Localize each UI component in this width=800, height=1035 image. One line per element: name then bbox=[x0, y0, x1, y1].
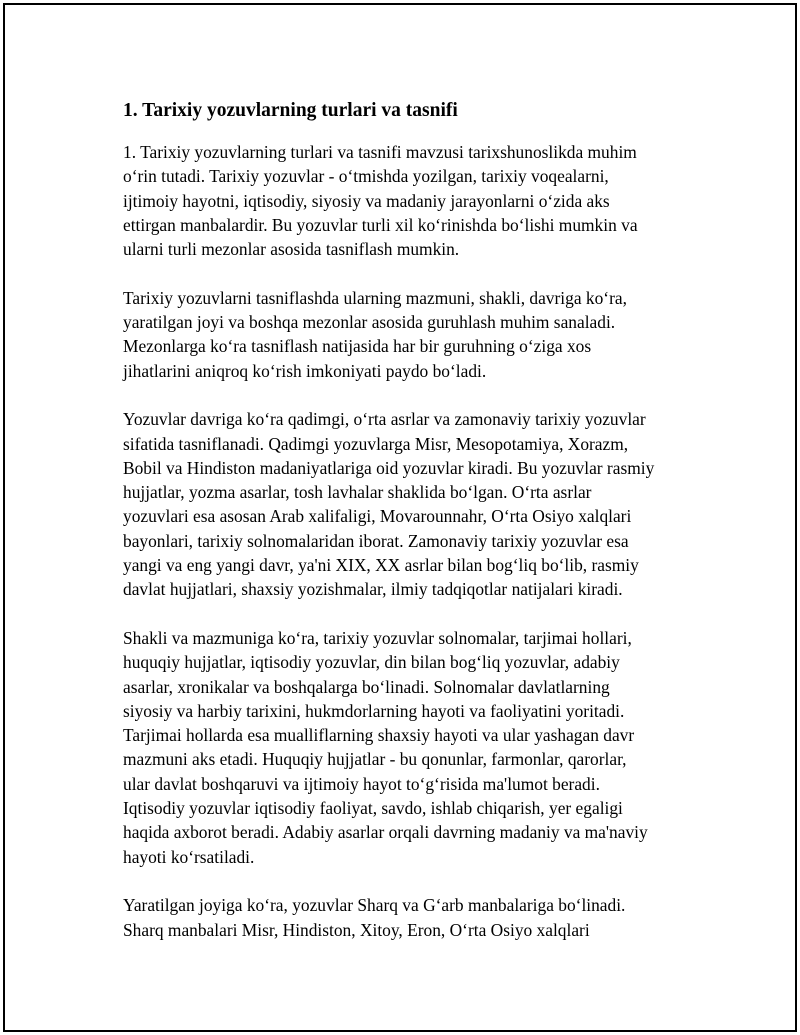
text-line: ijtimoiy hayotni, iqtisodiy, siyosiy va madaniy jarayonlarni o‘zida aks bbox=[123, 190, 610, 211]
paragraph bbox=[123, 893, 693, 942]
text-line: ettirgan manbalardir. Bu yozuvlar turli xil ko‘rinishda bo‘lishi mumkin va bbox=[123, 214, 638, 235]
section-heading: 1. Tarixiy yozuvlarning turlari va tasnifi bbox=[123, 100, 458, 121]
paragraph bbox=[123, 407, 693, 601]
text-line: Iqtisodiy yozuvlar iqtisodiy faoliyat, savdo, ishlab chiqarish, yer egaligi bbox=[123, 798, 623, 819]
text-line: mazmuni aks etadi. Huquqiy hujjatlar - bu qonunlar, farmonlar, qarorlar, bbox=[123, 749, 627, 770]
text-line: Yaratilgan joyiga ko‘ra, yozuvlar Sharq va G‘arb manbalariga bo‘linadi. bbox=[123, 895, 626, 916]
text-line: hujjatlar, yozma asarlar, tosh lavhalar shaklida bo‘lgan. O‘rta asrlar bbox=[123, 482, 592, 503]
paragraph bbox=[123, 286, 693, 383]
text-line: ularni turli mezonlar asosida tasniflash mumkin. bbox=[123, 239, 460, 260]
text-line: huquqiy hujjatlar, iqtisodiy yozuvlar, din bilan bog‘liq yozuvlar, adabiy bbox=[123, 652, 620, 673]
text-line: Sharq manbalari Misr, Hindiston, Xitoy, Eron, O‘rta Osiyo xalqlari bbox=[123, 919, 590, 940]
text-line: Shakli va mazmuniga ko‘ra, tarixiy yozuvlar solnomalar, tarjimai hollari, bbox=[123, 627, 632, 648]
document-body bbox=[123, 99, 693, 966]
text-line: Tarixiy yozuvlarni tasniflashda ularning mazmuni, shakli, davriga ko‘ra, bbox=[123, 287, 627, 308]
page-frame bbox=[3, 3, 797, 1032]
paragraph bbox=[123, 140, 693, 261]
text-line: yozuvlari esa asosan Arab xalifaligi, Movarounnahr, O‘rta Osiyo xalqlari bbox=[123, 506, 632, 527]
text-line: o‘rin tutadi. Tarixiy yozuvlar - o‘tmishda yozilgan, tarixiy voqealarni, bbox=[123, 166, 609, 187]
text-line: Yozuvlar davriga ko‘ra qadimgi, o‘rta asrlar va zamonaviy tarixiy yozuvlar bbox=[123, 409, 646, 430]
text-line: 1. Tarixiy yozuvlarning turlari va tasnifi mavzusi tarixshunoslikda muhim bbox=[123, 142, 637, 162]
text-line: sifatida tasniflanadi. Qadimgi yozuvlarga Misr, Mesopotamiya, Xorazm, bbox=[123, 433, 629, 454]
text-line: jihatlarini aniqroq ko‘rish imkoniyati paydo bo‘ladi. bbox=[123, 360, 487, 381]
text-line: ular davlat boshqaruvi va ijtimoiy hayot to‘g‘risida ma'lumot beradi. bbox=[123, 773, 600, 794]
text-line: hayoti ko‘rsatiladi. bbox=[123, 846, 255, 867]
text-line: haqida axborot beradi. Adabiy asarlar orqali davrning madaniy va ma'naviy bbox=[123, 822, 648, 843]
text-line: bayonlari, tarixiy solnomalaridan iborat. Zamonaviy tarixiy yozuvlar esa bbox=[123, 530, 629, 551]
text-line: Tarjimai hollarda esa mualliflarning shaxsiy hayoti va ular yashagan davr bbox=[123, 725, 635, 746]
text-line: siyosiy va harbiy tarixini, hukmdorlarning hayoti va faoliyatini yoritadi. bbox=[123, 700, 625, 721]
text-line: yaratilgan joyi va boshqa mezonlar asosida guruhlash muhim sanaladi. bbox=[123, 312, 616, 333]
text-line: Mezonlarga ko‘ra tasniflash natijasida har bir guruhning o‘ziga xos bbox=[123, 336, 592, 357]
paragraph bbox=[123, 626, 693, 869]
text-line: asarlar, xronikalar va boshqalarga bo‘linadi. Solnomalar davlatlarning bbox=[123, 676, 610, 697]
text-line: Bobil va Hindiston madaniyatlariga oid yozuvlar kiradi. Bu yozuvlar rasmiy bbox=[123, 457, 655, 478]
text-line: davlat hujjatlari, shaxsiy yozishmalar, ilmiy tadqiqotlar natijalari kiradi. bbox=[123, 579, 623, 600]
text-line: yangi va eng yangi davr, ya'ni XIX, XX asrlar bilan bog‘liq bo‘lib, rasmiy bbox=[123, 555, 639, 576]
